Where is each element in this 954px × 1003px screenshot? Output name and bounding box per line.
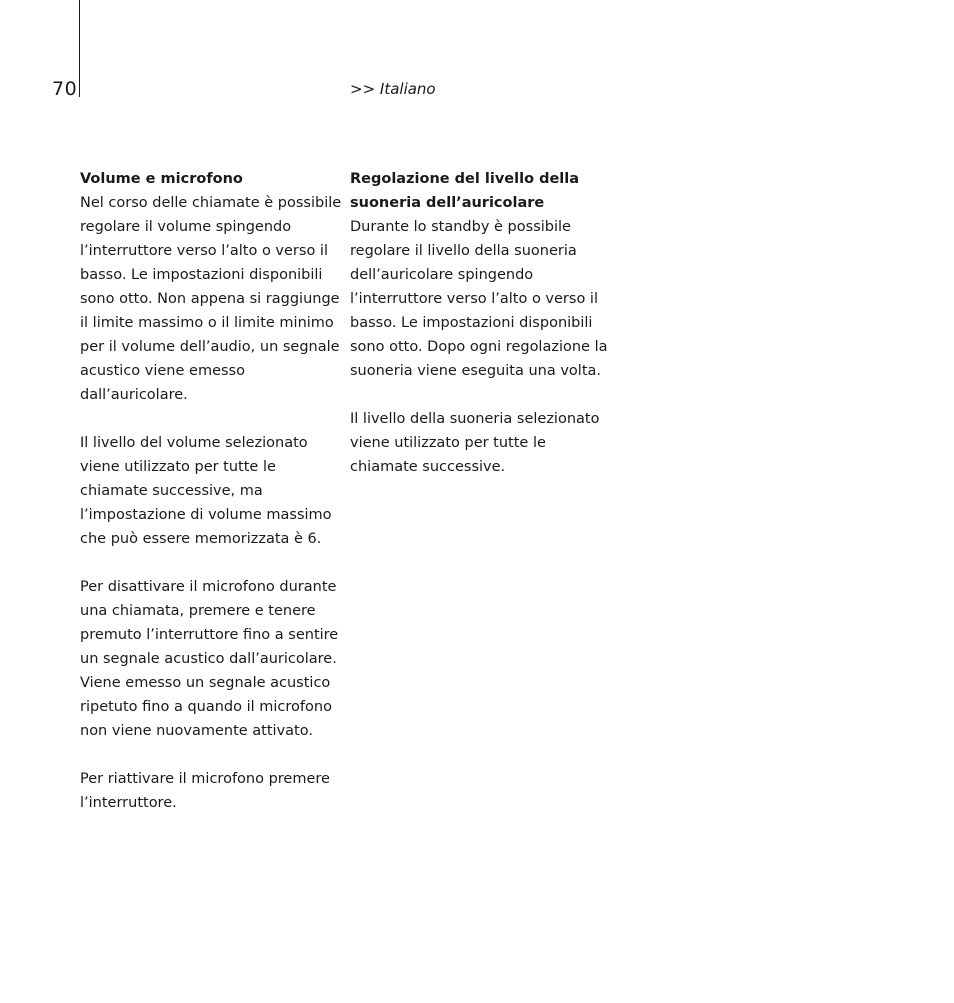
section-heading-ringtone: Regolazione del livello della suoneria dell’auricolare — [350, 171, 580, 211]
left-column — [80, 167, 348, 839]
body-paragraph: Durante lo standby è possibile regolare il livello della suoneria dell’auricolare spingendo l’interruttore verso l’alto o verso il basso. Le impostazioni disponibili sono otto. Dopo ogni regolazione la suoneria viene eseguita una volta. — [350, 219, 608, 379]
body-paragraph: Per disattivare il microfono durante una chiamata, premere e tenere premuto l’interruttore fino a sentire un segnale acustico dall’auricolare. Viene emesso un segnale acustico ripetuto fino a quando il microfono non viene nuovamente attivato. — [80, 579, 339, 739]
right-column — [350, 167, 618, 503]
body-paragraph: Per riattivare il microfono premere l’interruttore. — [80, 771, 330, 811]
body-paragraph: Nel corso delle chiamate è possibile regolare il volume spingendo l’interruttore verso l’alto o verso il basso. Le impostazioni disponibili sono otto. Non appena si raggiunge il limite massimo o il limite minimo per il volume dell’audio, un segnale acustico viene emesso dall’auricolare. — [80, 195, 342, 403]
section-label: >> Italiano — [350, 80, 436, 98]
margin-rule — [79, 0, 80, 97]
section-heading-volume: Volume e microfono — [80, 171, 243, 187]
body-paragraph: Il livello della suoneria selezionato viene utilizzato per tutte le chiamate successive. — [350, 411, 600, 475]
page-number: 70 — [52, 78, 78, 100]
body-paragraph: Il livello del volume selezionato viene utilizzato per tutte le chiamate successive, ma l’impostazione di volume massimo che può essere memorizzata è 6. — [80, 435, 332, 547]
